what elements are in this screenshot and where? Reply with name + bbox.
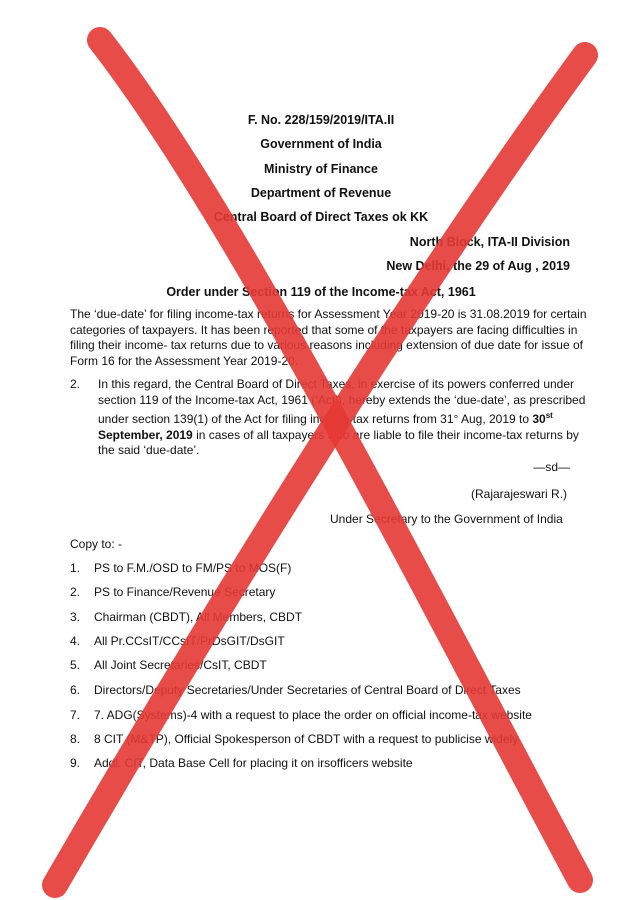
copy-item: 6. Directors/Deputy Secretaries/Under Secretaries of Central Board of Direct Taxes (70, 683, 521, 697)
department-line: Department of Revenue (250, 186, 392, 200)
paragraph-2-number: 2. (70, 377, 81, 391)
place-date-line: New Delhi, the 29 of Aug , 2019 (386, 259, 570, 273)
copy-item: 7. 7. ADG(Systems)-4 with a request to place the order on official income-tax website (70, 708, 532, 722)
ministry-line: Ministry of Finance (264, 162, 378, 176)
copy-item: 5. All Joint Secretaries/CsIT, CBDT (70, 658, 267, 672)
paragraph-2-text-b: in cases of all taxpayers who are liable to file their income-tax returns by the said ‘due-date’. (98, 427, 579, 457)
order-title: Order under Section 119 of the Income-tax Act, 1961 (166, 285, 476, 299)
copy-item: 4. All Pr.CCsIT/CCsIT/PrDsGIT/DsGIT (70, 634, 285, 648)
paragraph-2-text (98, 377, 590, 459)
signatory-name: (Rajarajeswari R.) (471, 487, 568, 501)
government-line: Government of India (260, 137, 382, 151)
paragraph-2-text-a: In this regard, the Central Board of Direct Taxes, in exercise of its powers conferred under section 119 of the Income-tax Act, 1961 (‘Act’), hereby extends the ‘due-date’, as prescribed under section 139(1) of the Act for filing income-tax returns from 31° Aug, 2019 to (98, 377, 586, 426)
paragraph-1: The ‘due-date’ for filing income-tax returns for Assessment Year 2019-20 is 31.08.2019 for certain categories of taxpayers. It has been reported that some of the taxpayers are facing difficulties in filing their income- tax returns due to various reasons including extension of due date for issue of Form 16 for the Assessment Year 2019-20. (70, 307, 587, 368)
paragraph-2 (70, 377, 590, 459)
extended-date: 30st September, 2019 (98, 411, 553, 442)
file-number: F. No. 228/159/2019/ITA.II (247, 113, 395, 127)
signed-mark: —sd— (533, 460, 570, 474)
copy-item: 9. Addl. CIT, Data Base Cell for placing it on irsofficers website (70, 756, 413, 770)
copy-to-title: Copy to: - (70, 537, 123, 551)
board-line: Central Board of Direct Taxes ok KK (213, 210, 429, 224)
office-line: North Block, ITA-II Division (409, 235, 570, 249)
copy-item: 1. PS to F.M./OSD to FM/PS to MOS(F) (70, 561, 292, 575)
signatory-designation: Under Secretary to the Government of India (330, 512, 563, 526)
copy-item: 8. 8 CIT (M&TP), Official Spokesperson of CBDT with a request to publicise widely (70, 732, 519, 746)
copy-item: 2. PS to Finance/Revenue Secretary (70, 585, 276, 599)
copy-item: 3. Chairman (CBDT), All Members, CBDT (70, 610, 303, 624)
